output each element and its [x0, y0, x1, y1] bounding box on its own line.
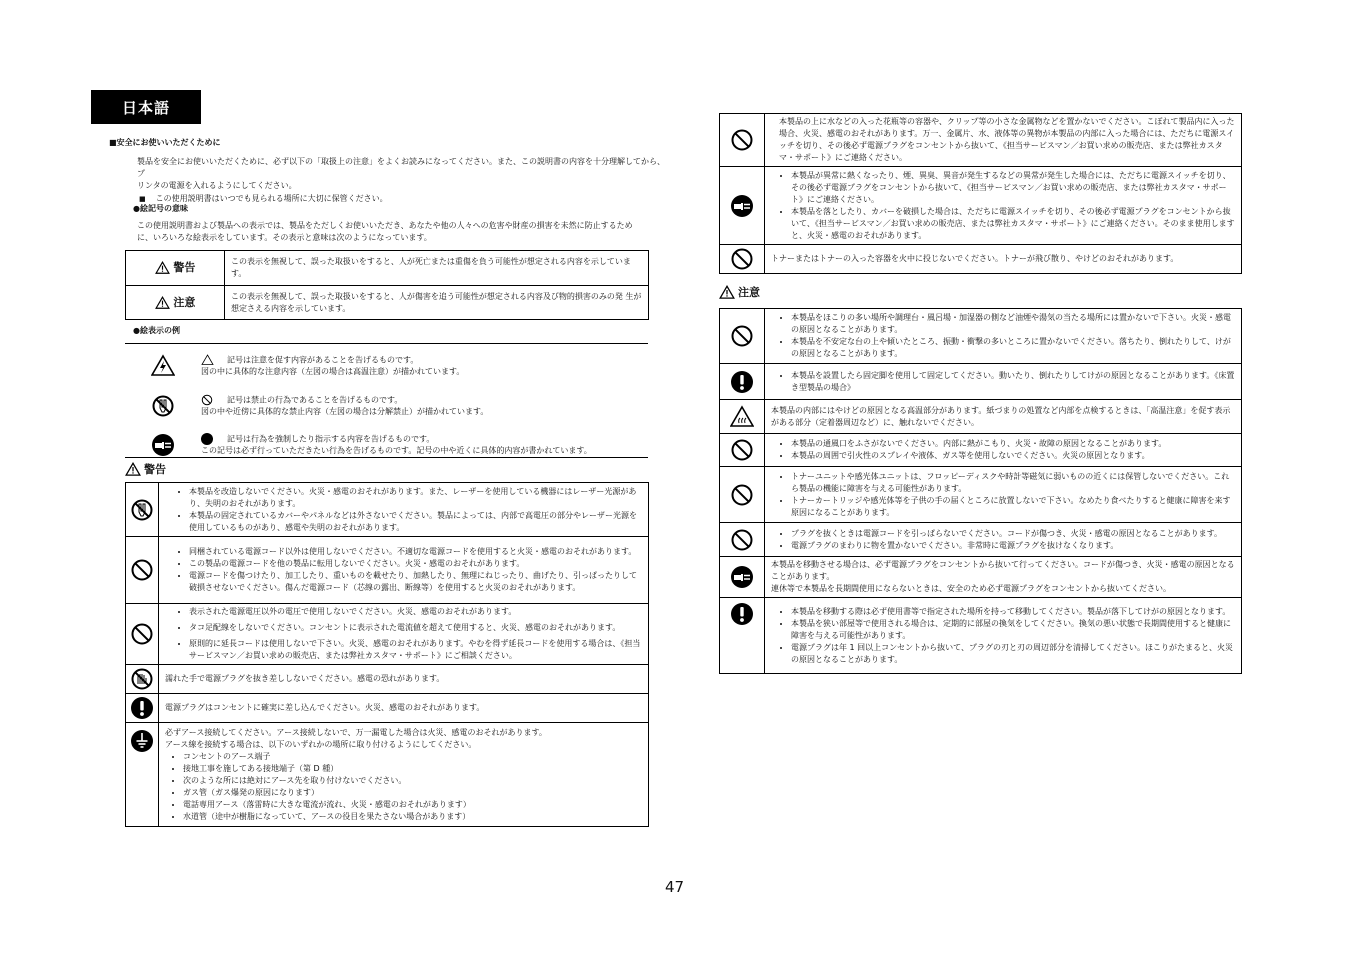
mandatory-icon	[730, 370, 754, 394]
prohibited-icon	[130, 622, 154, 646]
list-item: • 表示された電源電圧以外の電圧で使用しないでください。火災、感電のおそれがあります。	[189, 606, 642, 618]
row-text: 連休等で本製品を長期間使用にならないときは、安全のため必ず電源プラグをコンセントから抜いてください。	[771, 584, 1171, 593]
caution-table	[719, 308, 1242, 674]
list-item: • 本製品を狭い部屋等で使用される場合は、定期的に部屋の換気をしてください。換気の悪い状態で長期間使用すると健康に障害を与える可能性があります。	[791, 618, 1235, 642]
table-row	[720, 114, 1242, 167]
language-badge: 日本語	[91, 90, 201, 124]
prohibited-icon	[730, 528, 754, 552]
table-row	[720, 400, 1242, 434]
hot-surface-icon	[730, 405, 754, 429]
prohibited-icon	[730, 247, 754, 271]
signal-text: この表示を無視して、誤った取扱いをすると、人が傷害を追う可能性が想定される内容及び物的損害のみの発 生が想定さえる内容を示しています。	[225, 286, 649, 320]
mandatory-icon	[130, 696, 154, 720]
symbols-meaning-line: この使用説明書および製品への表示では、製品をただしくお使いいただき、あなたや他の人々への危害や財産の損害を未然に防止するため	[137, 221, 633, 230]
list-item: • 本製品の通風口をふさがないでください。内部に熱がこもり、火災・故障の原因となることがあります。	[791, 438, 1235, 450]
no-wet-hands-icon	[130, 667, 154, 691]
prohibited-icon	[730, 324, 754, 348]
list-item: • 同梱されている電源コード以外は使用しないでください。不適切な電源コードを使用すると火災・感電のおそれがあります。	[189, 546, 642, 558]
list-item: • 次のような所には絶対にアース先を取り付けないでください。	[183, 775, 642, 787]
list-item: • 電源プラグのまわりに物を置かないでください。非常時に電源プラグを抜けなくなります。	[791, 540, 1235, 552]
list-item: • タコ足配線をしないでください。コンセントに表示された電流値を超えて使用すると、火災、感電のおそれがあります。	[189, 622, 642, 634]
prohibited-icon	[730, 483, 754, 507]
intro-line: リンタの電源を入れるようにしてください。	[137, 181, 297, 190]
row-text: 本製品の上に水などの入った花瓶等の容器や、クリップ等の小さな金属物などを置かないでください。こぼれて製品内に入った場合、火災、感電のおそれがあります。万一、金属片、水、液体等の異物が本製品の内部に入った場合には、ただちに電源スイッチを切り、その後必ず電源プラグをコンセントから抜いて、《担当サービスマン／お買い求めの販売店、または弊社カスタマ・サポート》にご連絡ください。	[765, 114, 1242, 167]
prohibited-icon	[130, 558, 154, 582]
no-disassembly-icon	[130, 498, 154, 522]
row-text: 電源プラグはコンセントに確実に差し込んでください。火災、感電のおそれがあります。	[159, 694, 649, 723]
warning-triangle-icon	[719, 285, 735, 300]
unplug-icon	[730, 194, 754, 218]
table-row	[126, 483, 649, 537]
list-item: • 本製品の周囲で引火性のスプレイや液体、ガス等を使用しないでください。火災の原因となります。	[791, 450, 1235, 462]
table-row	[720, 364, 1242, 400]
filled-circle-icon	[201, 433, 213, 445]
row-text: 本製品の内部にはやけどの原因となる高温部分があります。紙づまりの処置など内部を点検するときは、「高温注意」を促す表示がある部分（定着器周辺など）に、触れないでください。	[765, 400, 1242, 434]
intro-line: 製品を安全にお使いいただくために、必ず以下の「取扱上の注意」をよくお読みになってください。また、この説明書の内容を十分理解してから、プ	[137, 157, 665, 178]
list-item: • 本製品を移動する際は必ず使用書等で指定された場所を持って移動してください。製品が落下してけがの原因となります。	[791, 606, 1235, 618]
row-text: 本製品を移動させる場合は、必ず電源プラグをコンセントから抜いて行ってください。コードが傷つき、火災・感電の原因となることがあります。	[771, 560, 1235, 581]
symbol-examples	[125, 349, 648, 463]
list-item: • 本製品を改造しないでください。火災・感電のおそれがあります。また、レーザーを使用している機器にはレーザー光源があり、失明のおそれがあります。	[189, 486, 642, 510]
table-row	[720, 309, 1242, 364]
no-disassembly-icon	[151, 394, 175, 418]
list-item: • 本製品を設置したら固定脚を使用して固定してください。動いたり、倒れたりしてけがの原因となることがあります。《床置き型製品の場合》	[791, 370, 1235, 394]
divider	[125, 457, 648, 458]
page-number: 47	[665, 878, 685, 896]
list-item: • 電話専用アース（落雷時に大きな電流が流れ、火災・感電のおそれがあります）	[183, 799, 642, 811]
signal-label: 注意	[126, 286, 225, 320]
warning-table	[125, 482, 649, 827]
signal-text: この表示を無視して、誤った取扱いをすると、人が死亡または重傷を負う可能性が想定される内容を示していま す。	[225, 251, 649, 286]
signal-word-table	[125, 250, 649, 320]
warning-triangle-icon	[155, 261, 170, 275]
symbols-meaning-text	[137, 220, 667, 244]
list-item: • 本製品の固定されているカバーやパネルなどは外さないでください。製品によっては、内部で高電圧の部分やレーザー光源を使用しているものがあり、感電や失明のおそれがあります。	[189, 510, 642, 534]
list-item: • プラグを抜くときは電源コードを引っぱらないでください。コードが傷つき、火災・感電の原因となることがあります。	[791, 528, 1235, 540]
symbols-meaning-line: に、いろいろな絵表示をしています。その表示と意味は次のようになっています。	[137, 233, 432, 242]
list-item: • 本製品をほこりの多い場所や調理台・風呂場・加湿器の側など油煙や湯気の当たる場所には置かないで下さい。火災・感電の原因となることがあります。	[791, 312, 1235, 336]
table-row	[720, 167, 1242, 245]
prohibited-icon	[730, 128, 754, 152]
table-row	[126, 665, 649, 694]
example-line: この記号は必ず行っていただきたい行為を告げるものです。記号の中や近くに具体的内容が書かれています。	[201, 446, 592, 456]
intro-bullet: ■ この使用説明書はいつでも見られる場所に大切に保管ください。	[137, 193, 667, 205]
list-item: • 電源コードを傷つけたり、加工したり、重いものを載せたり、加熱したり、無理にねじったり、曲げたり、引っぱったりして破損させないでください。傷んだ電源コード（芯線の露出、断線等）を使用すると火災のおそれがあります。	[189, 570, 642, 594]
prohibited-icon	[201, 394, 213, 406]
list-item: • 本製品が異常に熱くなったり、煙、異臭、異音が発生するなどの異常が発生した場合には、ただちに電源スイッチを切り、その後必ず電源プラグをコンセントから抜いて、《担当サービスマン／お買い求めの販売店、または弊社カスタマ・サポート》にご連絡ください。	[791, 170, 1235, 206]
example-line: 記号は注意を促す内容があることを告げるものです。	[227, 355, 419, 365]
list-item: • 接地工事を施してある接地端子（第 D 種）	[183, 763, 642, 775]
list-item: • 原則的に延長コードは使用しないで下さい。火災、感電のおそれがあります。やむを得ず延長コードを使用する場合は、《担当サービスマン／お買い求めの販売店、または弊社カスタマ・サポート》にご相談ください。	[189, 638, 642, 662]
table-row	[720, 245, 1242, 274]
table-row	[720, 598, 1242, 674]
electric-shock-icon	[151, 354, 175, 378]
warning-triangle-icon	[125, 462, 141, 477]
symbol-example	[125, 349, 648, 383]
table-row	[720, 557, 1242, 598]
list-item: • 本製品を不安定な台の上や傾いたところ、振動・衝撃の多いところに置かないでください。落ちたり、倒れたりして、けがの原因となることがあります。	[791, 336, 1235, 360]
table-row	[126, 694, 649, 723]
divider	[125, 343, 648, 344]
symbols-meaning-title: ●絵記号の意味	[133, 204, 188, 213]
unplug-icon	[151, 433, 175, 457]
list-item: • 電源プラグは年 1 回以上コンセントから抜いて、プラグの刃と刃の周辺部分を清掃してください。ほこりがたまると、火災の原因となることがあります。	[791, 642, 1235, 666]
example-line: 図の中に具体的な注意内容（左図の場合は高温注意）が描かれています。	[201, 367, 465, 377]
list-item: • この製品の電源コードを他の製品に転用しないでください。火災・感電のおそれがあります。	[189, 558, 642, 570]
table-row	[126, 537, 649, 604]
example-line: 記号は行為を強制したり指示する内容を告げるものです。	[227, 434, 435, 444]
row-text: 必ずアース接続してください。アース接続しないで、万一漏電した場合は火災、感電のおそれがあります。	[165, 727, 547, 737]
table-row	[126, 604, 649, 665]
warning-heading: 警告	[125, 461, 166, 477]
signal-row-warning	[126, 251, 649, 286]
signal-row-caution	[126, 286, 649, 320]
table-row	[720, 434, 1242, 467]
row-text: アース線を接続する場合は、以下のいずれかの場所に取り付けるようにしてください。	[165, 739, 477, 749]
right-warning-table	[719, 113, 1242, 274]
caution-heading: 注意	[719, 284, 760, 300]
list-item: • ガス管（ガス爆発の原因になります）	[183, 787, 642, 799]
triangle-icon	[201, 354, 214, 366]
table-row	[126, 723, 649, 827]
mandatory-icon	[730, 602, 754, 626]
list-item: • 本製品を落としたり、カバーを破損した場合は、ただちに電源スイッチを切り、その後必ず電源プラグをコンセントから抜いて、《担当サービスマン／お買い求めの販売店、または弊社カスタマ・サポート》にご連絡ください。そのまま使用しますと、火災・感電のおそれがあります。	[791, 206, 1235, 242]
ground-icon	[130, 729, 154, 753]
row-text: トナーまたはトナーの入った容器を火中に投じないでください。トナーが飛び散り、やけどのおそれがあります。	[765, 245, 1242, 274]
unplug-icon	[730, 565, 754, 589]
safety-title: ■安全にお使いいただくために	[109, 138, 221, 147]
list-item: • 水道管（途中が樹脂になっていて、アースの役目を果たさない場合があります）	[183, 811, 642, 823]
signal-label: 警告	[126, 251, 225, 286]
example-line: 図の中や近傍に具体的な禁止内容（左図の場合は分解禁止）が描かれています。	[201, 407, 489, 417]
list-item: • コンセントのアース端子	[183, 751, 642, 763]
example-line: 記号は禁止の行為であることを告げるものです。	[227, 395, 403, 405]
warning-triangle-icon	[155, 296, 170, 310]
table-row	[720, 467, 1242, 523]
intro	[137, 156, 667, 205]
symbol-example	[125, 388, 648, 424]
table-row	[720, 523, 1242, 557]
list-item: • トナーユニットや感光体ユニットは、フロッピーディスクや時計等磁気に弱いものの近くには保管しないでください。これら製品の機能に障害を与える可能性があります。	[791, 471, 1235, 495]
symbol-examples-title: ●絵表示の例	[133, 326, 180, 335]
list-item: • トナーカートリッジや感光体等を子供の手の届くところに放置しないで下さい。なめたり食べたりすると健康に障害を来す原因になることがあります。	[791, 495, 1235, 519]
prohibited-icon	[730, 438, 754, 462]
row-text: 濡れた手で電源プラグを抜き差ししないでください。感電の恐れがあります。	[159, 665, 649, 694]
